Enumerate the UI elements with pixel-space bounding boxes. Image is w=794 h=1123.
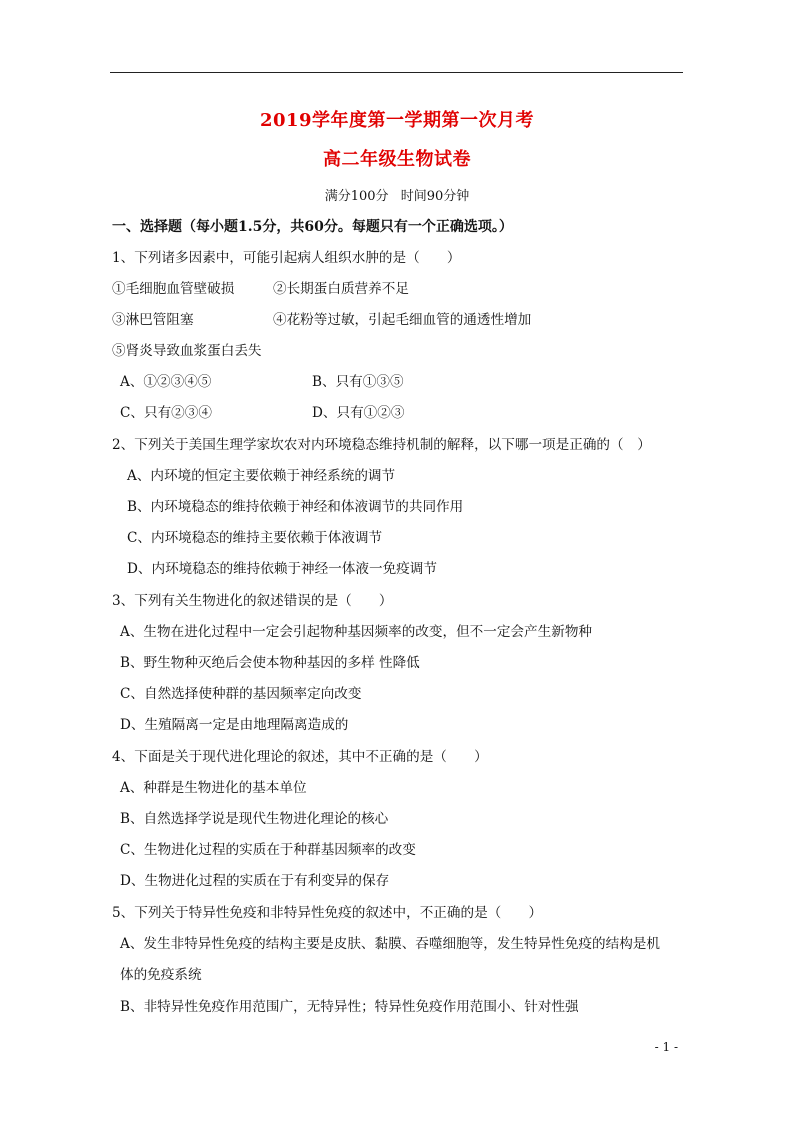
- question-5-stem: 5、下列关于特异性免疫和非特异性免疫的叙述中，不正确的是（ ）: [112, 905, 543, 921]
- question-1-item: ⑤肾炎导致血浆蛋白丢失: [112, 343, 262, 359]
- exam-subtitle: 高二年级生物试卷: [323, 149, 471, 170]
- question-2-option-c: C、内环境稳态的维持主要依赖于体液调节: [127, 530, 383, 546]
- exam-score: 满分100分: [324, 189, 389, 204]
- question-3-option-d: D、生殖隔离一定是由地理隔离造成的: [120, 717, 349, 733]
- question-1-option-d: D、只有①②③: [312, 405, 405, 421]
- question-1-option-a: A、①②③④⑤: [120, 374, 212, 390]
- question-1-item: ④花粉等过敏，引起毛细血管的通透性增加: [273, 312, 532, 328]
- question-4-option-a: A、种群是生物进化的基本单位: [120, 780, 307, 796]
- question-2-stem: 2、下列关于美国生理学家坎农对内环境稳态维持机制的解释，以下哪一项是正确的（ ）: [112, 437, 651, 453]
- question-4-option-c: C、生物进化过程的实质在于种群基因频率的改变: [120, 842, 416, 858]
- question-2-option-d: D、内环境稳态的维持依赖于神经一体液一免疫调节: [127, 561, 437, 577]
- question-5-option-b: B、非特异性免疫作用范围广，无特异性；特异性免疫作用范围小、针对性强: [120, 999, 579, 1015]
- exam-info: [0, 185, 794, 204]
- question-4-option-d: D、生物进化过程的实质在于有利变异的保存: [120, 873, 390, 889]
- question-1-option-c: C、只有②③④: [120, 405, 212, 421]
- question-2-option-a: A、内环境的恒定主要依赖于神经系统的调节: [127, 468, 396, 484]
- question-1-option-b: B、只有①③⑤: [312, 374, 404, 390]
- question-3-option-a: A、生物在进化过程中一定会引起物种基因频率的改变，但不一定会产生新物种: [120, 624, 593, 640]
- question-4-option-b: B、自然选择学说是现代生物进化理论的核心: [120, 811, 389, 827]
- question-1-item: ①毛细胞血管壁破损: [112, 281, 235, 297]
- exam-title: 2019学年度第一学期第一次月考: [259, 110, 535, 131]
- question-3-stem: 3、下列有关生物进化的叙述错误的是（ ）: [112, 593, 393, 609]
- question-5-option-a: A、发生非特异性免疫的结构主要是皮肤、黏膜、吞噬细胞等，发生特异性免疫的结构是机: [120, 936, 660, 952]
- top-rule: [110, 72, 683, 73]
- question-3-option-b: B、野生物种灭绝后会使本物种基因的多样 性降低: [120, 655, 420, 671]
- question-3-option-c: C、自然选择使种群的基因频率定向改变: [120, 686, 362, 702]
- question-1-item: ③淋巴管阻塞: [112, 312, 194, 328]
- question-4-stem: 4、下面是关于现代进化理论的叙述，其中不正确的是（ ）: [112, 749, 488, 765]
- question-2-option-b: B、内环境稳态的维持依赖于神经和体液调节的共同作用: [127, 499, 464, 515]
- question-5-option-a-continued: 体的免疫系统: [120, 967, 202, 983]
- section-heading: 一、选择题（每小题1.5分，共60分。每题只有一个正确选项。）: [112, 219, 513, 235]
- question-1-stem: 1、下列诸多因素中，可能引起病人组织水肿的是（ ）: [112, 250, 461, 266]
- page-number: - 1 -: [654, 1040, 678, 1054]
- exam-time: 时间90分钟: [400, 189, 470, 204]
- question-1-item: ②长期蛋白质营养不足: [273, 281, 409, 297]
